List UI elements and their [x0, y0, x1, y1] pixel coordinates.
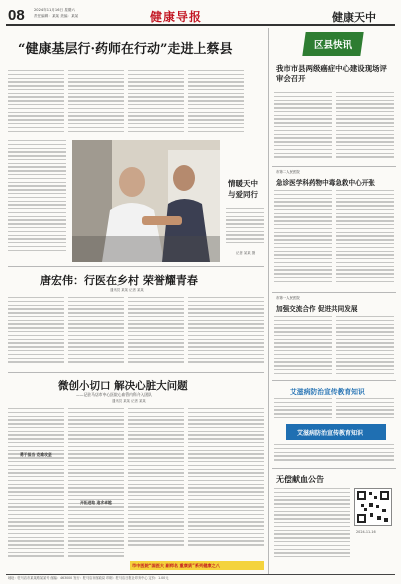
sidebar-divider-4	[272, 468, 396, 469]
header-rule	[6, 24, 395, 26]
footer-rule	[6, 574, 395, 575]
sidebar-headline-5: 无偿献血公告	[276, 474, 324, 484]
second-article-col-2	[68, 297, 124, 367]
sidebar-date: 2024-11-16	[356, 530, 376, 534]
date-line-2: 责任编辑：某某 美编：某某	[34, 14, 79, 18]
date-line-1: 2024年11月16日 星期六	[34, 8, 75, 12]
sidebar-article-3-col-1	[274, 316, 332, 378]
sidebar-banner: 区县快讯	[314, 40, 353, 51]
second-headline: 唐宏伟：行医在乡村 荣誉耀青春	[40, 274, 198, 287]
sidebar-article-4-col-2	[336, 398, 394, 422]
sidebar-headline-4: 艾滋病防治宣传教育知识	[290, 388, 365, 396]
third-subtitle: ——记驻马店市中心医院心血管内科介入团队	[76, 392, 152, 397]
top-article-col-4	[188, 70, 244, 138]
third-headline: 微创小切口 解决心脏大问题	[58, 380, 188, 392]
sidebar-headline-3: 加强交流合作 促进共同发展	[276, 305, 358, 313]
sidebar-article-4-lower	[274, 444, 394, 466]
qr-code-icon	[354, 488, 392, 526]
top-article-col-2	[68, 70, 124, 138]
photo-title: 情暖天中 与爱同行	[228, 179, 258, 199]
aids-poster-text: 艾滋病防治宣传教育知识	[297, 430, 364, 437]
sidebar-article-1-col-2	[336, 92, 394, 164]
top-article-col-3	[128, 70, 184, 138]
top-headline: “健康基层行·药师在行动”走进上蔡县	[18, 42, 233, 57]
third-byline: 通讯员 某某 记者 某某	[112, 399, 146, 403]
third-article-col-3	[128, 408, 184, 558]
footer-text: 地址：驻马店市某某路某某号 邮编：463000 发行：驻马店市邮政局 印刷：驻马店日报社印务中心 定价：1.00元	[8, 576, 169, 580]
divider-2	[8, 372, 264, 373]
qr-code-pattern	[355, 489, 391, 525]
third-highlight-text: 市中医院“国医大 副师名 重康质”系列健康之八	[132, 563, 220, 568]
sidebar-kicker-3: 市第一人民医院	[276, 296, 300, 300]
second-article-col-3	[128, 297, 184, 367]
news-photo	[72, 140, 220, 262]
sidebar-divider-1	[272, 166, 396, 167]
sidebar-divider-3	[272, 380, 396, 381]
sidebar-article-3-col-2	[336, 316, 394, 378]
sidebar-kicker-2: 市第二人民医院	[276, 170, 300, 174]
third-article-col-1	[8, 408, 64, 568]
sidebar-article-2-col-1	[274, 190, 332, 290]
page-number: 08	[8, 7, 25, 24]
photo-description	[226, 208, 264, 250]
sidebar-article-2-col-2	[336, 190, 394, 290]
third-subhead-1: 勇于担当 克难攻坚	[20, 452, 52, 457]
second-article-col-1	[8, 297, 64, 367]
sidebar-headline-1: 我市市县两级癌症中心建设现场评审会召开	[276, 64, 387, 83]
divider-1	[8, 266, 264, 267]
top-article-left-lower	[8, 140, 66, 262]
photo-caption: 记者 某某 摄	[236, 251, 256, 255]
masthead: 健康导报	[150, 10, 203, 24]
sidebar-divider-2	[272, 292, 396, 293]
second-byline: 通讯员 某某 记者 某某	[110, 288, 144, 292]
top-article-col-1	[8, 70, 64, 138]
second-article-col-4	[188, 297, 264, 367]
section-title: 健康天中	[332, 12, 376, 24]
column-divider	[268, 28, 269, 574]
sidebar-article-1-col-1	[274, 92, 332, 164]
sidebar-headline-2: 急诊医学科药物中毒急救中心开张	[276, 179, 375, 187]
sidebar-article-4-col-1	[274, 398, 332, 422]
third-subhead-2: 开拓进取 追求卓越	[80, 500, 112, 505]
photo-scene	[72, 140, 220, 262]
sidebar-article-5	[274, 488, 350, 564]
third-article-col-4	[188, 408, 264, 558]
third-article-col-2	[68, 408, 124, 568]
